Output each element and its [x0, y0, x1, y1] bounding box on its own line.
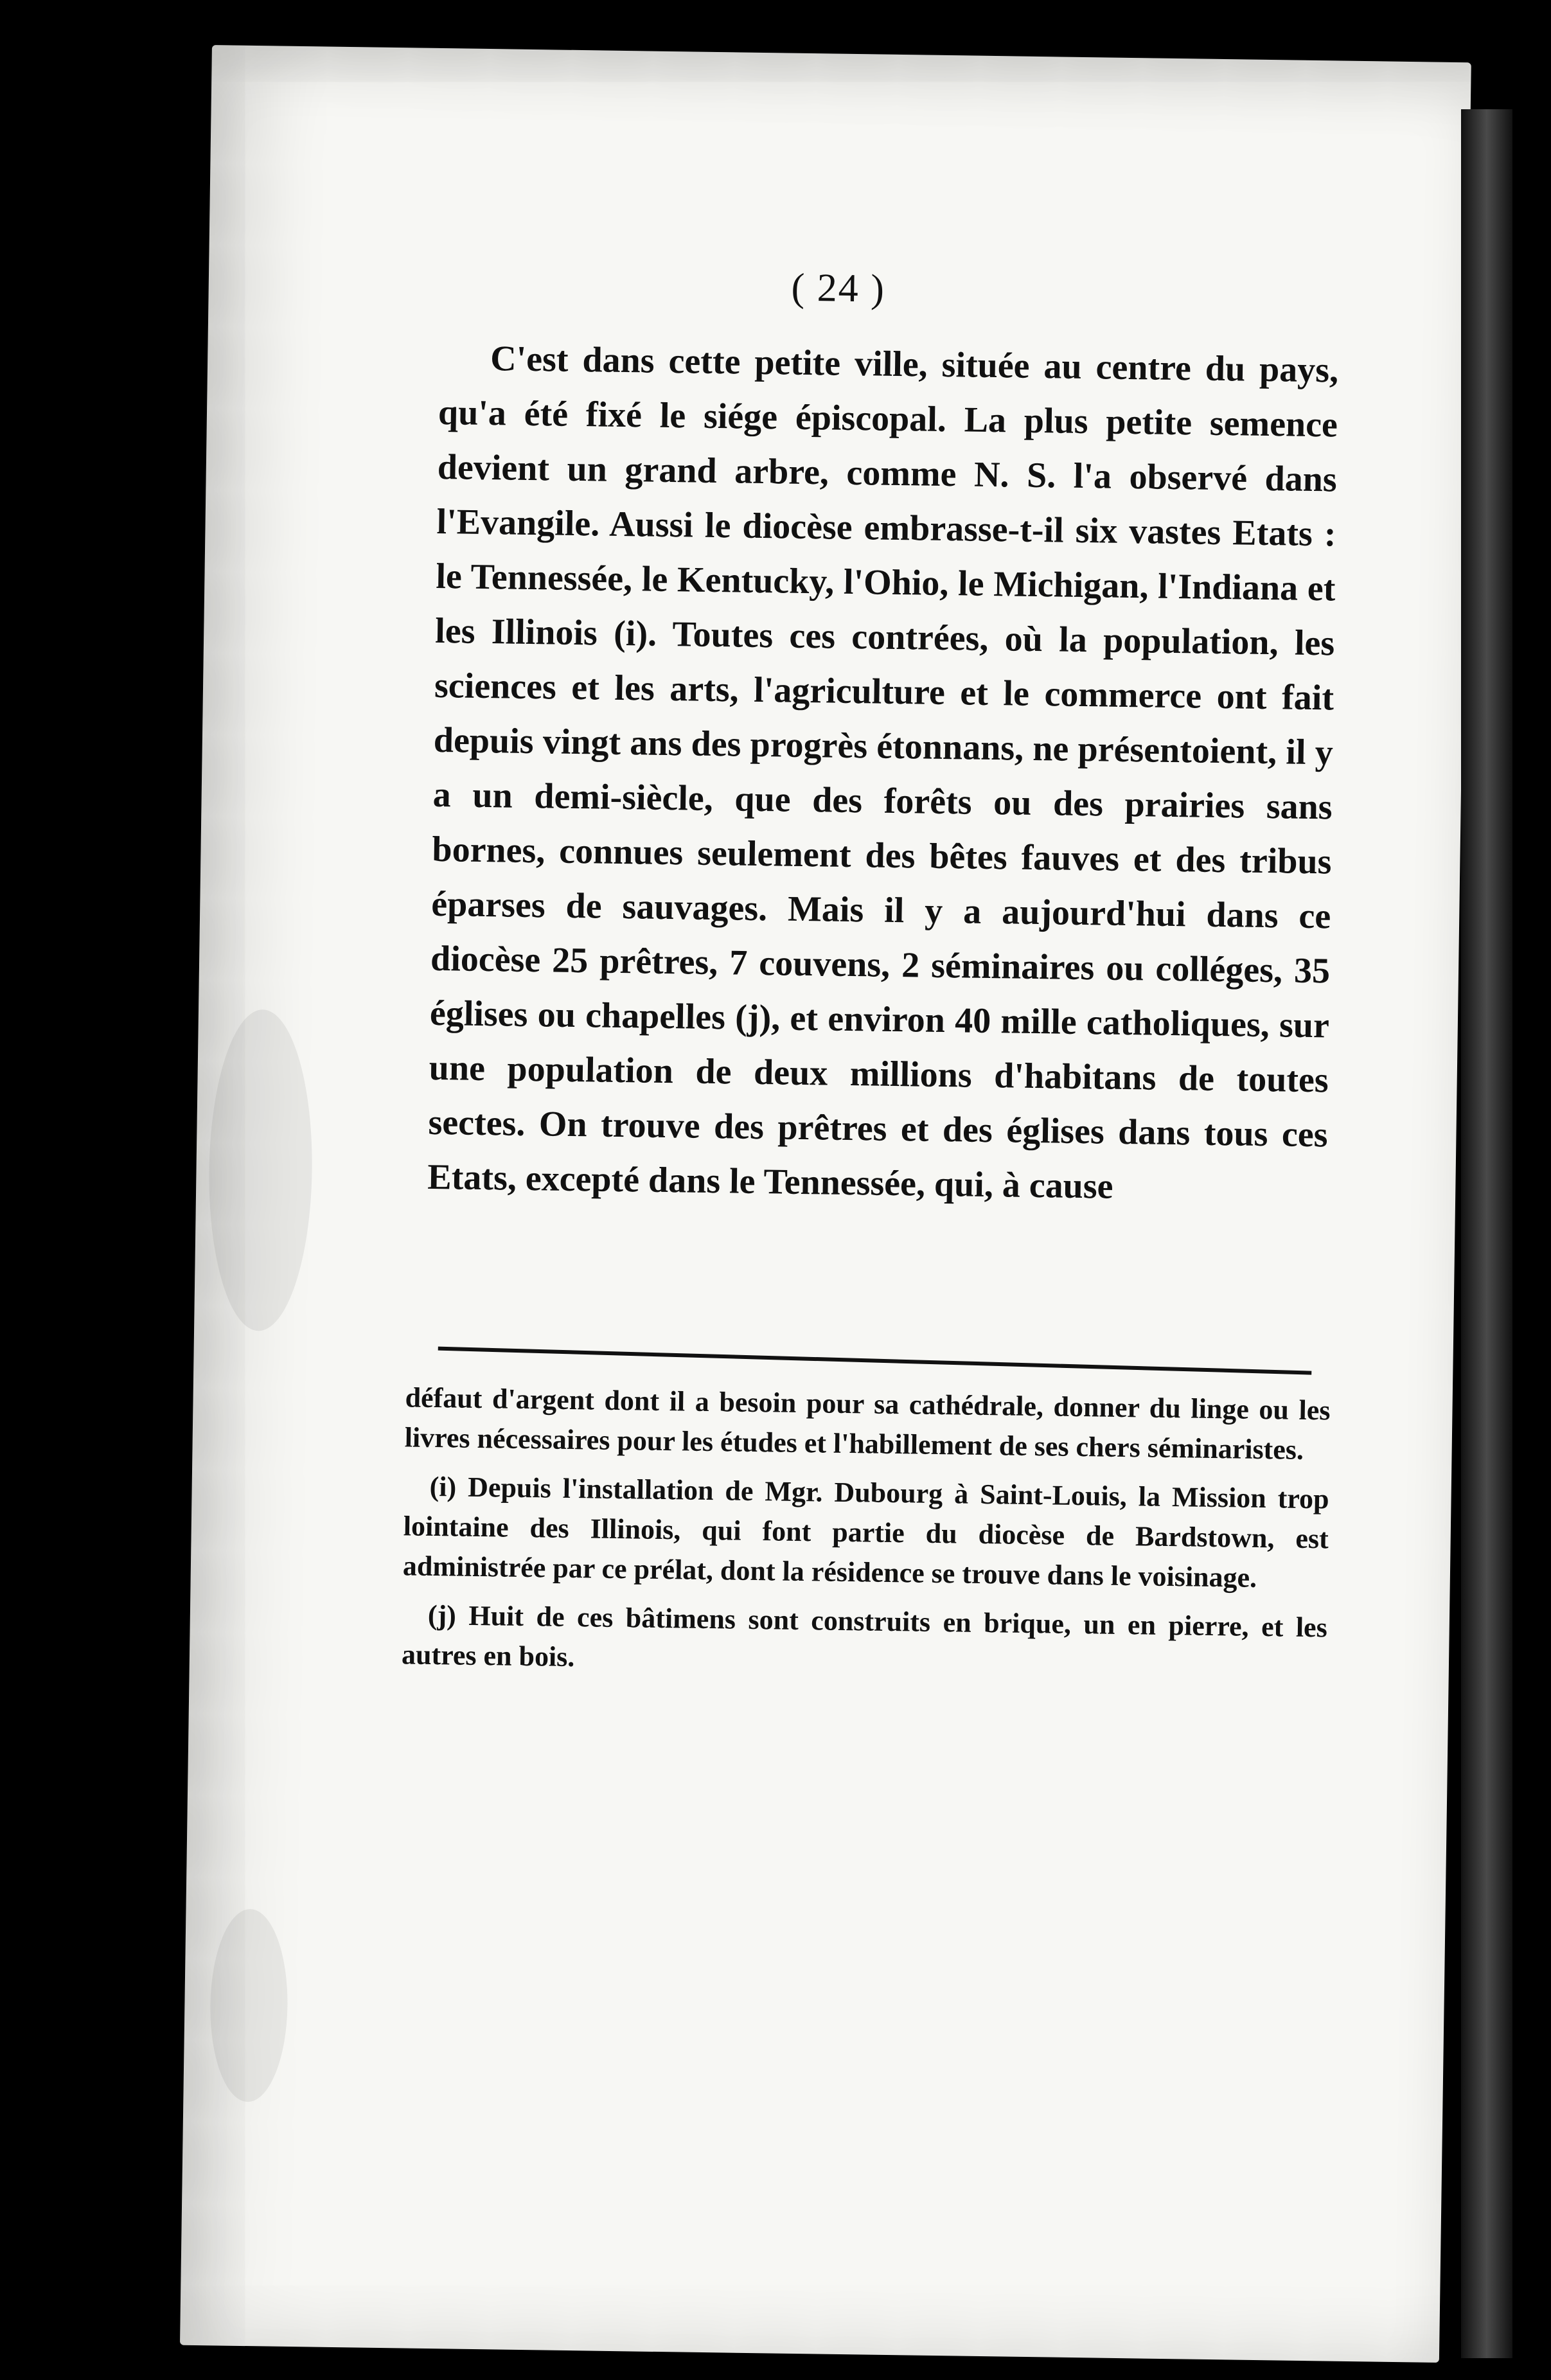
- page-stain: [207, 1009, 314, 1331]
- main-paragraph: C'est dans cette petite ville, située au centre du pays, qu'a été fixé le siége épiscopal. La plus petite semence devient un grand arbre, comme N. S. l'a observé dans l'Evangile. Aussi le diocèse embrasse-t-il six vastes Etats : le Tennessée, le Kentucky, l'Ohio, le Michigan, l'Indiana et les Illinois (i). Toutes ces contrées, où la population, les sciences et les arts, l'agriculture et le commerce ont fait depuis vingt ans des progrès étonnans, ne présentoient, il y a un demi-siècle, que des forêts ou des prairies sans bornes, connues seulement des bêtes fauves et des tribus éparses de sauvages. Mais il y a aujourd'hui dans ce diocèse 25 prêtres, 7 couvens, 2 séminaires ou colléges, 35 églises ou chapelles (j), et environ 40 mille catholiques, sur une population de deux millions d'habitans de toutes sectes. On trouve des prêtres et des églises dans tous ces Etats, excepté dans le Tennessée, qui, à cause: [427, 339, 1339, 1207]
- footnote-j: (j) Huit de ces bâtimens sont construits en brique, un en pierre, et les autres en bois.: [401, 1599, 1328, 1673]
- page-stain: [209, 1908, 288, 2102]
- footnote-i: (i) Depuis l'installation de Mgr. Dubourg à Saint-Louis, la Mission trop lointaine des Illinois, qui font partie du diocèse de Bardstown, est administrée par ce prélat, dont la résidence se trouve dans le voisinage.: [402, 1470, 1329, 1594]
- footnote-separator: [438, 1347, 1312, 1375]
- main-text: [427, 331, 1339, 1217]
- page-number: ( 24 ): [791, 265, 886, 311]
- footnote-continued: défaut d'argent dont il a besoin pour sa cathédrale, donner du linge ou les livres nécessaires pour les études et l'habillement de ses chers séminaristes.: [404, 1381, 1331, 1466]
- footnotes: [401, 1378, 1331, 1696]
- scanned-page: [180, 45, 1471, 2363]
- book-edge: [1461, 109, 1512, 2358]
